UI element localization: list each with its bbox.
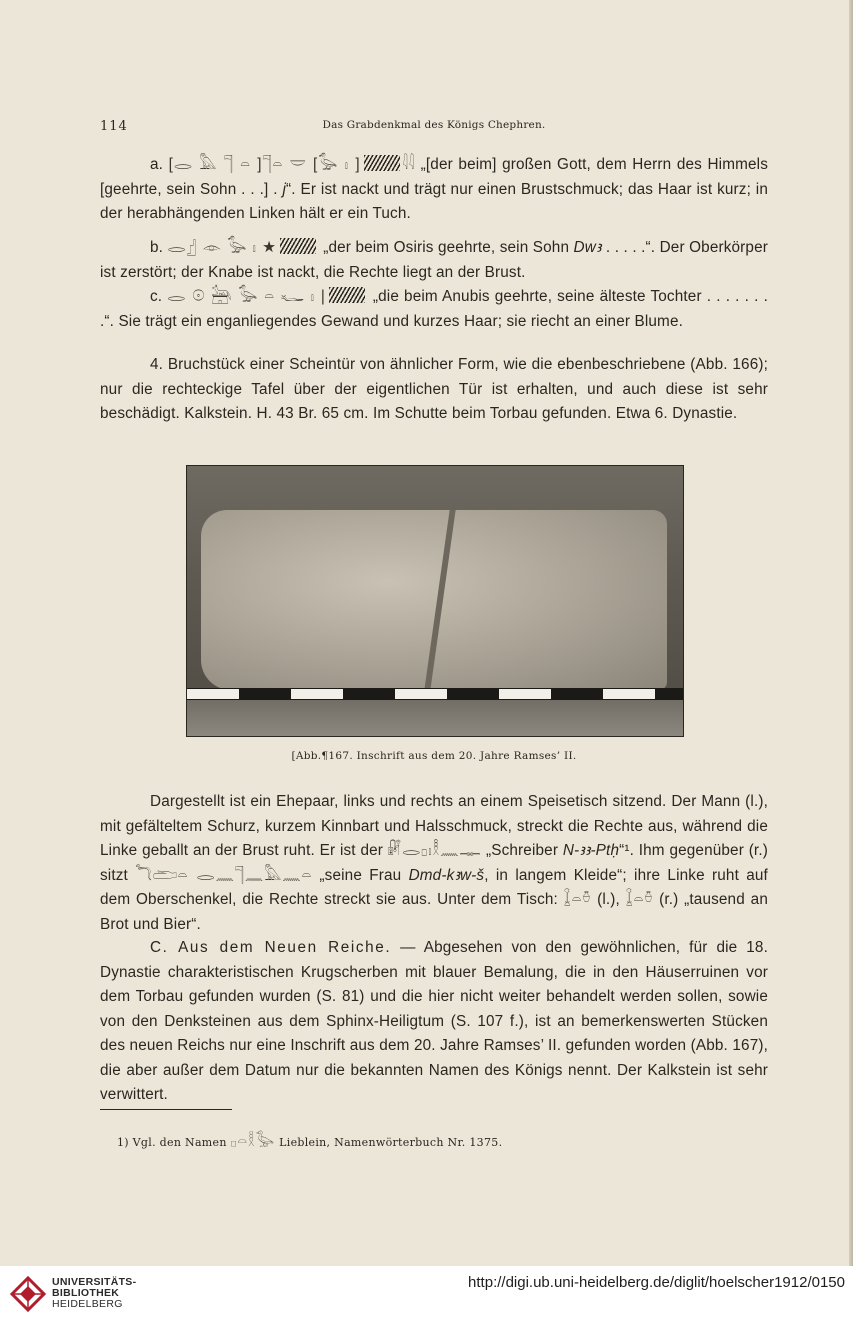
text-e-5: , in langem Kleide“; ihre Linke ruht auf dem Oberschenkel, die Rechte streckt sie aus. Unter dem Tisch: — [100, 866, 768, 908]
text-c-1: „die beim Anubis geehrte, seine älteste Tochter . . . . . . . .“. Sie trägt ein enganliegendes Gewand und kurzes Haar; sie riecht an einer Blume. — [100, 288, 768, 330]
section-c-heading: C. Aus dem Neuen Reiche. — [150, 939, 392, 956]
running-title: Das Grabdenkmal des Königs Chephren. — [322, 119, 546, 131]
library-line-3: HEIDELBERG — [52, 1298, 123, 1310]
library-line-1: UNIVERSITÄTS- — [52, 1276, 137, 1288]
text-e-3: “¹. Ihm gegenüber (r.) sitzt — [100, 842, 768, 884]
lacuna-hatch — [329, 287, 365, 303]
name-dmd: Dmd-kꜣw-š — [408, 866, 485, 884]
figure-caption: [Abb.¶167. Inschrift aus dem 20. Jahre Ramses’ II. — [291, 750, 577, 762]
page-number: 114 — [100, 119, 128, 134]
paragraph-b — [100, 236, 768, 285]
paragraph-a — [100, 153, 768, 227]
name-n-pth: N-ꜣꜣ-Ptḥ — [562, 842, 620, 859]
footer-bar — [0, 1266, 853, 1325]
hieroglyphs-a: [𓂋 𓅓 𓊹 𓏏 ]𓊹𓏏 𓎟 [𓅭 𓏤 ] — [168, 156, 361, 173]
figure-photo — [186, 465, 684, 737]
library-logo-icon — [8, 1274, 48, 1314]
text-e-4: „seine Frau — [312, 866, 409, 884]
label-c: c. — [150, 288, 163, 305]
text-b-2: . . . . .“. Der Oberkörper ist zerstört; der Knabe ist nackt, die Rechte liegt an der Brust. — [100, 239, 768, 281]
label-a: a. — [150, 156, 164, 173]
source-url-link[interactable]: http://digi.ub.uni-heidelberg.de/diglit/hoelscher1912/0150 — [468, 1274, 845, 1291]
footnote-hieroglyphs: 𓊪𓏏𓎛𓅭 — [230, 1132, 276, 1150]
hieroglyphs-e-1: 𓏞𓂋𓊪𓏤𓎛𓈖𓊃 — [387, 842, 482, 859]
lacuna-hatch — [364, 155, 400, 171]
running-head — [100, 119, 768, 137]
text-e-2: „Schreiber — [481, 842, 563, 859]
hieroglyphs-c: 𓂋 𓇳 𓃣 𓅭 𓏏 𓆑 𓏤 | — [167, 288, 326, 305]
section-c — [100, 936, 768, 1108]
hieroglyphs-a-tail: 𓇋𓇋 — [402, 156, 416, 173]
footnote — [117, 1126, 757, 1151]
paragraph-c — [100, 285, 768, 334]
text-b-1: „der beim Osiris geehrte, sein Sohn — [318, 239, 574, 256]
text-a-2: “. Er ist nackt und trägt nur einen Brustschmuck; das Haar ist kurz; in der herabhängenden Linken hält er ein Tuch. — [100, 180, 768, 222]
label-b: b. — [150, 239, 164, 256]
section-c-text: — Abgesehen von den gewöhnlichen, für die 18. Dynastie charakteristischen Krugscherben mit blauer Bemalung, die in den Häuserruinen vor dem Torbau gefunden wurden (S. 81) und die hier nicht weiter behandelt werden sollen, sowie von den Denksteinen aus dem Sphinx-Heiligtum (S. 107 f.), ist an bemerkenswerten Stücken des neuen Reichs nur eine Inschrift aus dem 20. Jahre Ramses’ II. gefunden worden (Abb. 167), die aber außer dem Datum nur die bekannten Namen des Königs nennt. Der Kalkstein ist sehr verwittert. — [100, 939, 768, 1103]
text-e-1: Dargestellt ist ein Ehepaar, links und rechts an einem Speisetisch sitzend. Der Mann (l.), mit gefälteltem Schurz, kurzem Kinnbart und Halsschmuck, streckt die Rechte aus, während die Linke geballt an der Brust ruht. Er ist der — [100, 793, 768, 859]
scale-bar — [187, 688, 683, 700]
paragraph-ehepaar — [100, 790, 768, 937]
text-a-1: „[der beim] großen Gott, dem Herrn des Himmels [geehrte, sein Sohn . . .] . — [100, 156, 769, 198]
hieroglyphs-b: 𓂋𓊨 𓁹 𓅭 𓏤 ★ — [167, 239, 277, 256]
library-line-2: BIBLIOTHEK — [52, 1287, 120, 1299]
text-e-7: (r.) „tausend an Brot und Bier“. — [100, 891, 768, 933]
paragraph-4: 4. Bruchstück einer Scheintür von ähnlicher Form, wie die ebenbeschriebene (Abb. 166); nur die rechteckige Tafel über der eigentlichen Tür ist erhalten, und auch diese ist sehr beschädigt. Kalkstein. H. 43 Br. 65 cm. Im Schutte beim Torbau gefunden. Etwa 6. Dynastie. — [100, 356, 768, 422]
text-e-6: (l.), — [591, 891, 626, 908]
page-edge — [849, 0, 853, 1266]
hieroglyphs-e-4: 𓆼𓏏𓏊 — [625, 891, 654, 908]
translit-j: j — [282, 180, 287, 198]
footnote-text-1: 1) Vgl. den Namen — [117, 1136, 231, 1149]
library-name — [52, 1277, 136, 1310]
lacuna-hatch — [280, 238, 316, 254]
footnote-rule — [100, 1109, 232, 1110]
hieroglyphs-e-3: 𓆼𓏏𓏊 — [563, 891, 592, 908]
name-dw: Dwꜣ — [573, 239, 602, 256]
footnote-text-2: Lieblein, Namenwörterbuch Nr. 1375. — [275, 1136, 503, 1149]
hieroglyphs-e-2: 𓆓𓂧𓏏 𓂋𓈖𓊹𓈖𓅓𓈖𓏏 — [135, 866, 313, 884]
